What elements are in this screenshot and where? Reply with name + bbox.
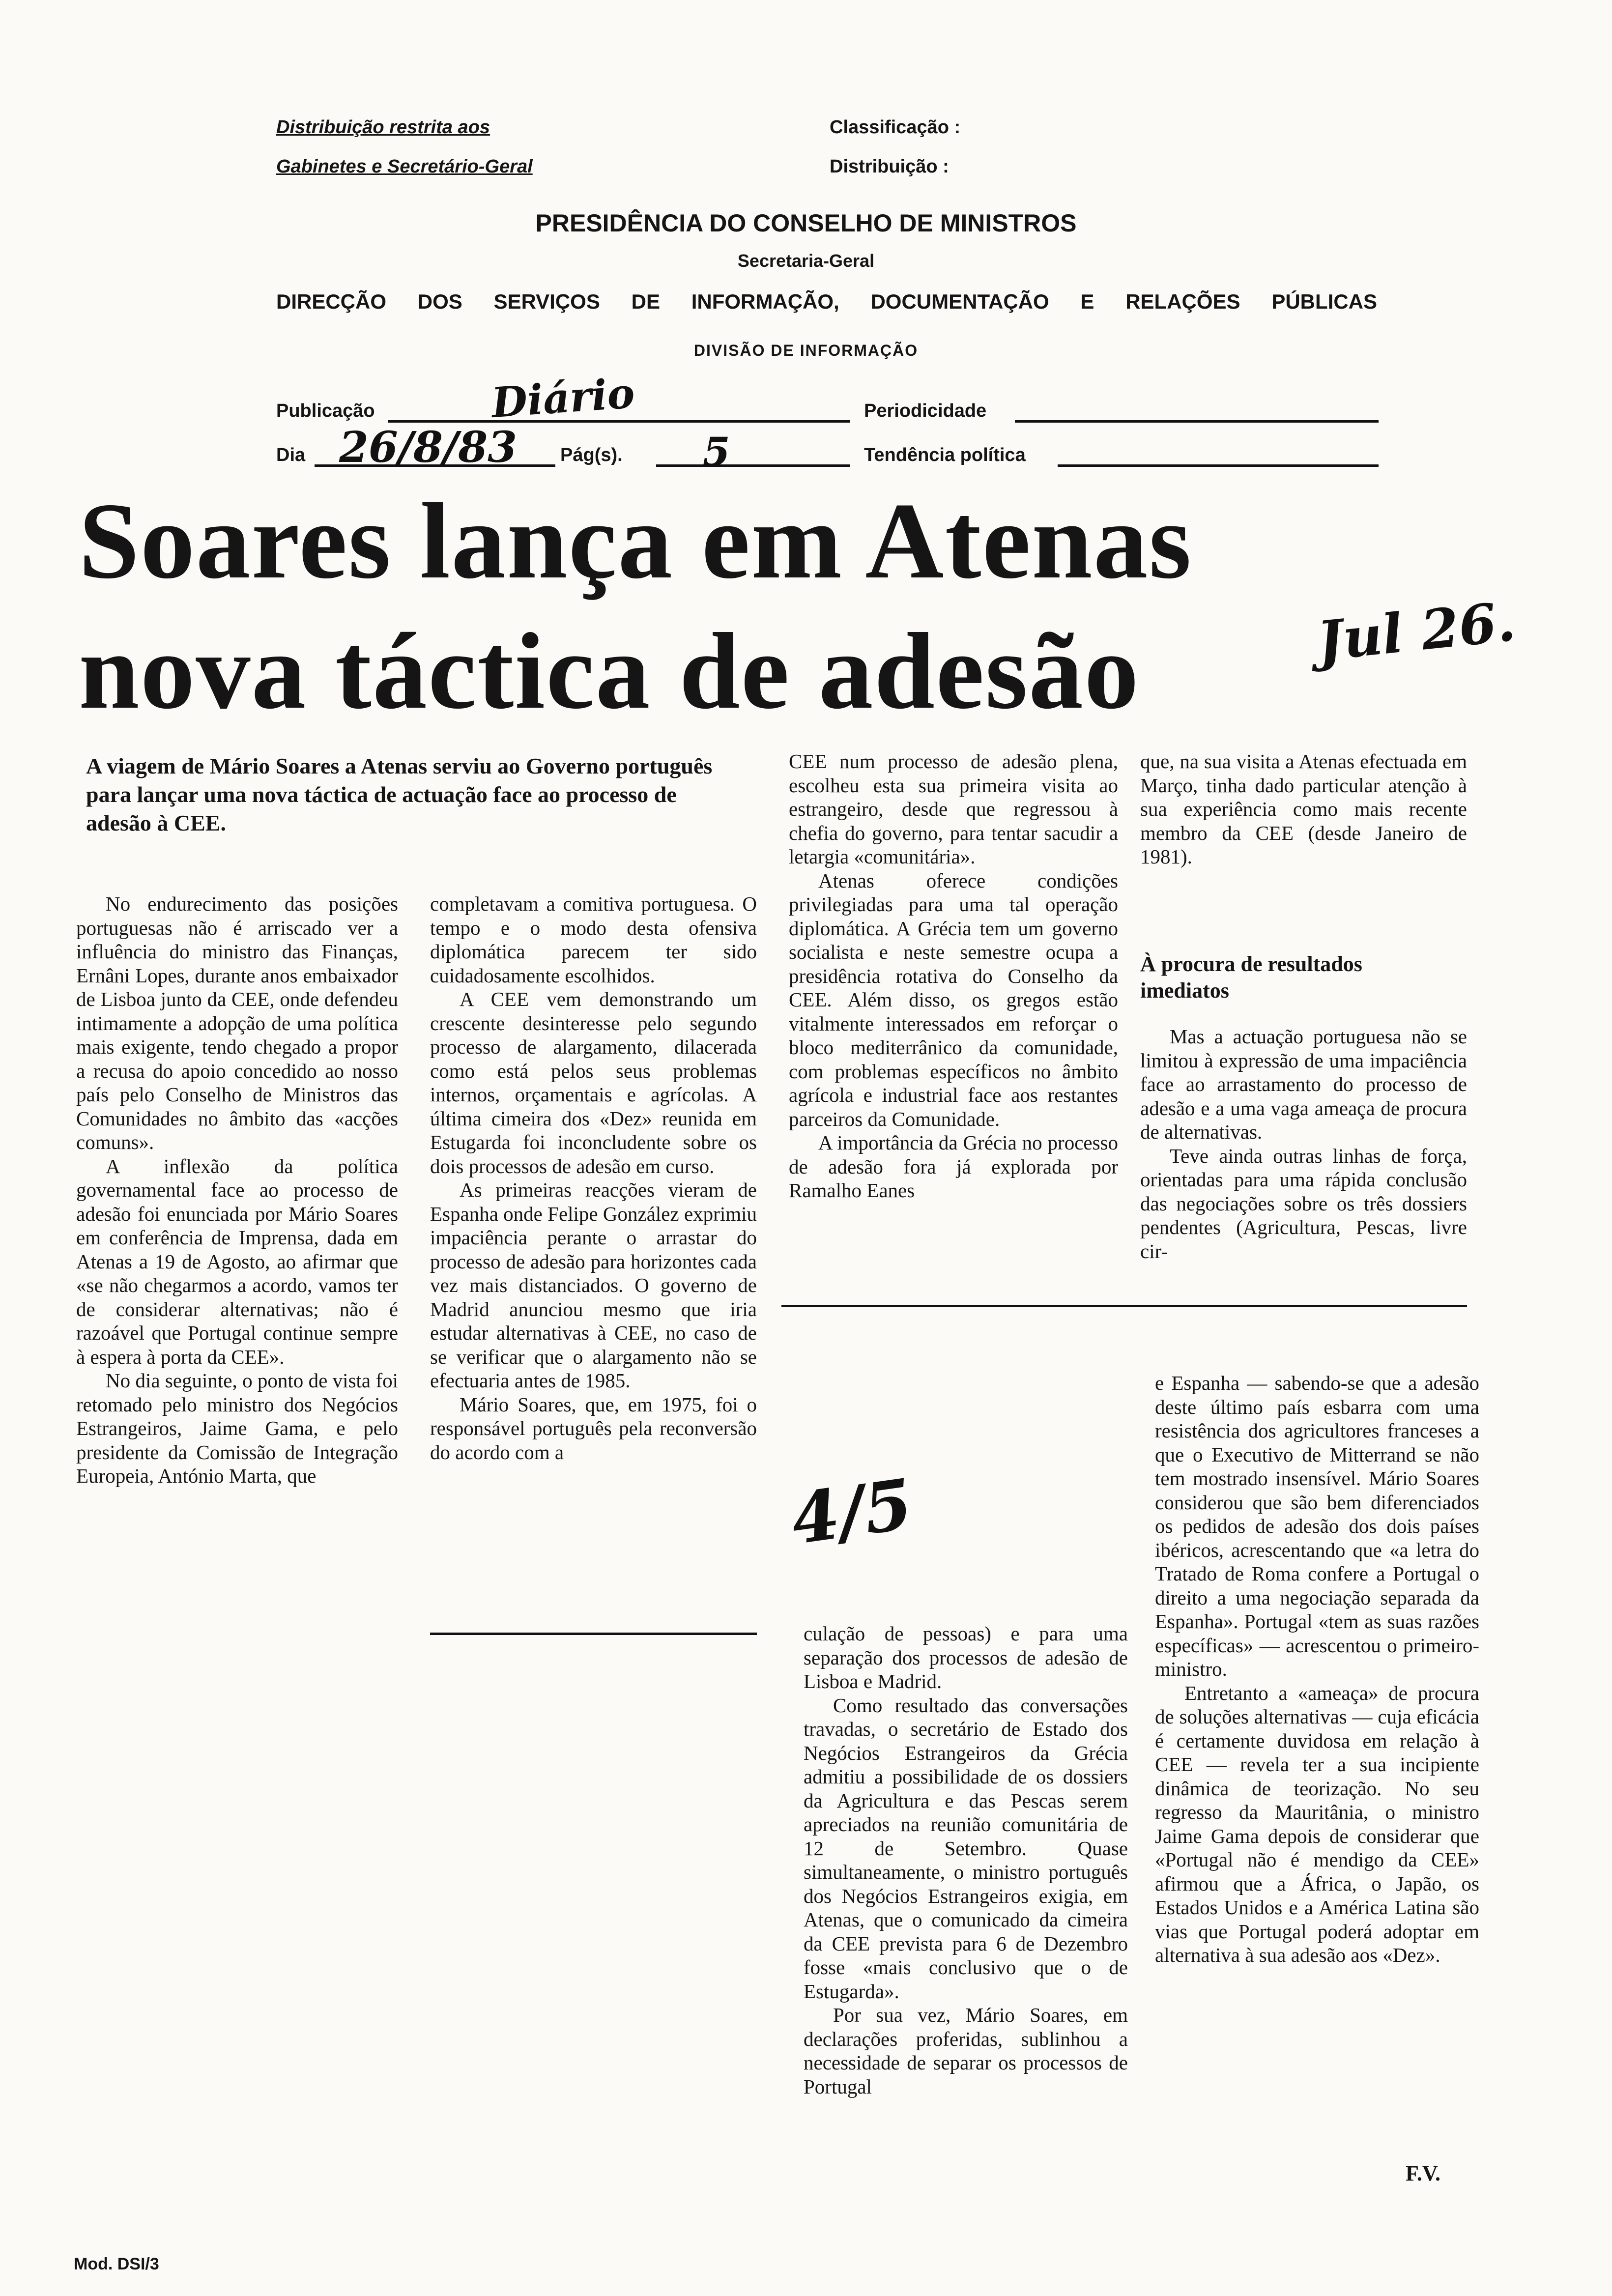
article-lead: A viagem de Mário Soares a Atenas serviu ao Governo português para lançar uma nova táctica de actuação face ao processo de adesão à CEE. [86,753,713,835]
division: DIVISÃO DE INFORMAÇÃO [693,342,919,359]
column-4 [1140,749,1467,869]
periodicity-label: Periodicidade [864,401,987,421]
column-5 [804,1622,1128,2098]
column-2 [430,892,757,1464]
paragraph: Atenas oferece condições privilegiadas para uma tal operação diplomática. A Grécia tem um governo socialista e neste semestre ocupa a presidência rotativa do Conselho da CEE. Além disso, os gregos estão vitalmente interessados em reforçar o bloco mediterrânico da comunidade, com problemas específicos no âmbito agrícola e industrial face aos restantes parceiros da Comunidade. [789,869,1118,1130]
paragraph: Mário Soares, que, em 1975, foi o responsável português pela reconversão do acordo com a [430,1393,757,1464]
column-1 [76,892,398,1488]
headline-line-1: Soares lança em Atenas [79,481,1192,602]
paragraph: culação de pessoas) e para uma separação dos processos de adesão de Lisboa e Madrid. [804,1622,1128,1693]
distribution-line-1: Distribuição restrita aos [276,117,490,138]
distribution-label: Distribuição : [830,156,949,177]
classification-label: Classificação : [830,117,961,138]
directorate: DIRECÇÃO DOS SERVIÇOS DE INFORMAÇÃO, DOCUMENTAÇÃO E RELAÇÕES PÚBLICAS [276,290,1377,313]
column-3 [789,749,1118,1203]
paragraph: completavam a comitiva portuguesa. O tempo e o modo desta ofensiva diplomática parecem ter sido cuidadosamente escolhidos. [430,892,757,987]
paragraph: Por sua vez, Mário Soares, em declarações proferidas, sublinhou a necessidade de separar os processos de Portugal [804,2004,1128,2098]
distribution-line-2: Gabinetes e Secretário-Geral [276,156,533,177]
column-4-continued [1140,1025,1467,1263]
political-tendency-line [1058,464,1379,467]
subheading: À procura de resultados imediatos [1140,952,1362,1003]
paragraph: As primeiras reacções vieram de Espanha onde Felipe González exprimiu impaciência perante o arrastar do processo de adesão para horizontes cada vez mais distanciados. O governo de Madrid anunciou mesmo que iria estudar alternativas à CEE, no caso de se verificar que o alargamento não se efectuaria antes de 1985. [430,1178,757,1392]
paragraph: No dia seguinte, o ponto de vista foi retomado pelo ministro dos Negócios Estrangeiros, Jaime Gama, e pelo presidente da Comissão de Integração Europeia, António Marta, que [76,1369,398,1487]
paragraph: Entretanto a «ameaça» de procura de soluções alternativas — cuja eficácia é certamente duvidosa em relação à CEE — revela ter a sua incipiente dinâmica de teorização. No seu regresso da Mauritânia, o ministro Jaime Gama depois de considerar que «Portugal não é mendigo da CEE» afirmou que a África, o Japão, os Estados Unidos e a América Latina são vias que Portugal poderá adoptar em alternativa à sua adesão aos «Dez». [1155,1681,1479,1966]
paragraph: A inflexão da política governamental face ao processo de adesão foi enunciada por Mário Soares em conferência de Imprensa, dada em Atenas a 19 de Agosto, ao afirmar que «se não chegarmos a acordo, vamos ter de considerar alternativas; não é razoável que Portugal continue sempre à espera à porta da CEE». [76,1154,398,1368]
paragraph: A CEE vem demonstrando um crescente desinteresse pelo segundo processo de alargamento, dilacerada como está pelos seus problemas internos, orçamentais e agrícolas. A última cimeira dos «Dez» reunida em Estugarda foi inconcludente sobre os dois processos de adesão em curso. [430,988,757,1177]
political-tendency-label: Tendência política [864,445,1026,465]
column-2-end-rule [430,1633,757,1635]
handwritten-margin-note: Jul 26. [1314,589,1519,673]
secretariat: Secretaria-Geral [737,251,875,271]
paragraph: Teve ainda outras linhas de força, orientadas para uma rápida conclusão das negociações sobre os três dossiers pendentes (Agricultura, Pescas, livre cir- [1140,1144,1467,1263]
form-code: Mod. DSI/3 [74,2255,159,2273]
periodicity-line [1015,420,1379,423]
day-label: Dia [276,445,306,465]
publication-handwritten: Diário [489,368,636,428]
pages-line [656,464,850,467]
publication-label: Publicação [276,401,375,421]
paragraph: Como resultado das conversações travadas, o secretário de Estado dos Negócios Estrangeiros da Grécia admitiu a possibilidade de os dossiers da Agricultura e das Pescas serem apreciados na reunião comunitária de 12 de Setembro. Quase simultaneamente, o ministro português dos Negócios Estrangeiros exigia, em Atenas, que o comunicado da cimeira da CEE prevista para 6 de Dezembro fosse «mais conclusivo que o de Estugarda». [804,1693,1128,2003]
handwritten-page-note: 4/5 [786,1464,918,1561]
section-rule [781,1305,1467,1307]
headline-line-2: nova táctica de adesão [79,611,1140,732]
organization-title: PRESIDÊNCIA DO CONSELHO DE MINISTROS [535,209,1077,237]
paragraph: que, na sua visita a Atenas efectuada em Março, tinha dado particular atenção à sua experiência como mais recente membro da CEE (desde Janeiro de 1981). [1140,750,1467,868]
column-6 [1155,1371,1479,1967]
byline-signature: F.V. [1406,2161,1440,2185]
day-handwritten: 26/8/83 [339,423,518,472]
paragraph: CEE num processo de adesão plena, escolheu esta sua primeira visita ao estrangeiro, desde que regressou à chefia do governo, para tentar sacudir a letargia «comunitária». [789,750,1118,868]
pages-label: Pág(s). [560,445,623,465]
paragraph: No endurecimento das posições portuguesas não é arriscado ver a influência do ministro das Finanças, Ernâni Lopes, durante anos embaixador de Lisboa junto da CEE, onde defendeu intimamente a adopção de uma política mais exigente, tendo chegado a propor a recusa do apoio concedido ao nosso país pelo Conselho de Ministros das Comunidades no âmbito das «acções comuns». [76,892,398,1153]
paragraph: A importância da Grécia no processo de adesão fora já explorada por Ramalho Eanes [789,1131,1118,1202]
pages-handwritten: 5 [703,429,730,475]
paragraph: e Espanha — sabendo-se que a adesão deste último país esbarra com uma resistência dos agricultores franceses a que o Executivo de Mitterrand se não tem mostrado insensível. Mário Soares considerou que são bem diferenciados os pedidos de adesão dos dois países ibéricos, acrescentando que «a letra do Tratado de Roma confere a Portugal o direito a uma negociação separada da Espanha». Portugal «tem as suas razões específicas» — acrescentou o primeiro-ministro. [1155,1372,1479,1680]
paragraph: Mas a actuação portuguesa não se limitou à expressão de uma impaciência face ao arrastamento do processo de adesão e a uma vaga ameaça de procura de alternativas. [1140,1025,1467,1143]
